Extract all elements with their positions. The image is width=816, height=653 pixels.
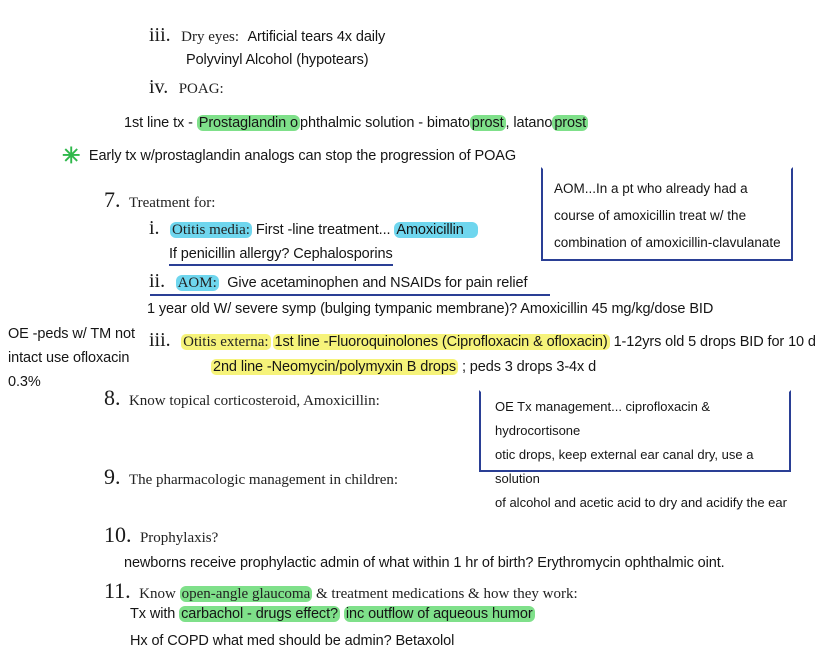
roman-numeral: i.: [149, 217, 160, 239]
poag-row: [149, 76, 224, 99]
oe-peds-note-line: intact use ofloxacin: [8, 350, 130, 366]
oe-side-note-line: otic drops, keep external ear canal dry, use a solution: [495, 447, 754, 486]
highlight-carbachol: carbachol - drugs effect?: [181, 606, 338, 622]
question-11: [104, 578, 578, 604]
aom-side-note-line: AOM...In a pt who already had a: [554, 181, 748, 196]
poag-first-line-mid2: , latano: [505, 115, 553, 131]
highlight-amoxicillin: Amoxicillin: [394, 222, 477, 238]
question-number: 8.: [104, 385, 121, 410]
q11-line1-prefix: Tx with: [130, 606, 180, 622]
oe-side-note-box: [479, 390, 791, 510]
roman-numeral: iii.: [149, 329, 171, 351]
poag-first-line-mid1: phthalmic solution - bimato: [300, 115, 470, 131]
oe-side-note-line: OE Tx management... ciprofloxacin & hydrocortisone: [495, 399, 711, 438]
roman-numeral: iii.: [149, 24, 171, 46]
question-title: The pharmacologic management in children:: [128, 472, 399, 488]
question-number: 11.: [104, 578, 131, 603]
otitis-media-allergy: If penicillin allergy? Cephalosporins: [169, 246, 393, 266]
aom-row: [149, 270, 527, 293]
aom-side-note-line: combination of amoxicillin-clavulanate: [554, 235, 781, 250]
otitis-media-text: First -line treatment...: [251, 222, 395, 238]
aom-side-note-box: [541, 167, 793, 261]
otitis-externa-row: [149, 329, 816, 352]
otitis-externa-second-line: [211, 359, 596, 375]
roman-numeral: iv.: [149, 76, 169, 98]
otitis-externa-label: Otitis externa:: [183, 334, 269, 350]
otitis-externa-dosing: 1-12yrs old 5 drops BID for 10 d: [609, 334, 816, 350]
question-7: [104, 187, 215, 213]
aom-side-note-line: course of amoxicillin treat w/ the: [554, 208, 747, 223]
highlight-open-angle-glaucoma: open-angle glaucoma: [181, 586, 311, 602]
question-11-line-1: [130, 606, 535, 622]
question-number: 7.: [104, 187, 121, 212]
dry-eyes-tx: Artificial tears 4x daily: [247, 29, 386, 45]
highlight-prostaglandin: Prostaglandin o: [198, 115, 299, 131]
otitis-media-label: Otitis media:: [172, 222, 250, 238]
question-title: Prophylaxis?: [139, 530, 219, 546]
poag-first-line-prefix: 1st line tx -: [124, 115, 197, 131]
question-8: [104, 385, 380, 411]
otitis-media-row: [149, 217, 478, 240]
highlight-prost-1: prost: [471, 115, 504, 131]
oe-peds-note-line: 0.3%: [8, 374, 41, 390]
question-number: 10.: [104, 522, 132, 547]
poag-label: POAG:: [178, 81, 224, 97]
oe-peds-note-line: OE -peds w/ TM not: [8, 326, 135, 342]
oe-side-note-line: of alcohol and acetic acid to dry and acidify the ear: [495, 495, 787, 510]
highlight-aqueous-humor: inc outflow of aqueous humor: [345, 606, 533, 622]
highlight-first-line-fluoroquinolones: 1st line -Fluoroquinolones (Ciprofloxacin & ofloxacin): [274, 334, 608, 350]
question-title-prefix: Know: [139, 586, 180, 602]
aom-text: Give acetaminophen and NSAIDs for pain relief: [227, 275, 528, 291]
dry-eyes-label: Dry eyes:: [181, 29, 240, 45]
question-title: Treatment for:: [128, 195, 216, 211]
dry-eyes-tx-2: Polyvinyl Alcohol (hypotears): [186, 52, 369, 68]
dry-eyes-row: [149, 24, 385, 47]
question-10: [104, 522, 218, 548]
roman-numeral: ii.: [149, 270, 166, 292]
poag-star-note-text: Early tx w/prostaglandin analogs can stop the progression of POAG: [88, 148, 517, 164]
question-number: 9.: [104, 464, 121, 489]
question-9: [104, 464, 398, 490]
question-title-suffix: & treatment medications & how they work:: [312, 586, 578, 602]
highlight-prost-2: prost: [554, 115, 587, 131]
question-10-answer: newborns receive prophylactic admin of what within 1 hr of birth? Erythromycin ophthalmic oint.: [124, 555, 725, 571]
aom-divider-line: [150, 294, 550, 296]
poag-star-note: [62, 143, 516, 169]
poag-first-line: [124, 115, 588, 131]
question-11-line-2: Hx of COPD what med should be admin? Betaxolol: [130, 633, 455, 649]
oe-peds-note: [8, 322, 135, 394]
highlight-neomycin: 2nd line -Neomycin/polymyxin B drops: [213, 359, 457, 375]
otitis-externa-peds: ; peds 3 drops 3-4x d: [458, 359, 597, 375]
aom-label: AOM:: [177, 275, 217, 291]
star-icon: ✳: [62, 143, 81, 168]
aom-severe-line: 1 year old W/ severe symp (bulging tympanic membrane)? Amoxicillin 45 mg/kg/dose BID: [147, 301, 714, 317]
question-title: Know topical corticosteroid, Amoxicillin:: [128, 393, 380, 409]
